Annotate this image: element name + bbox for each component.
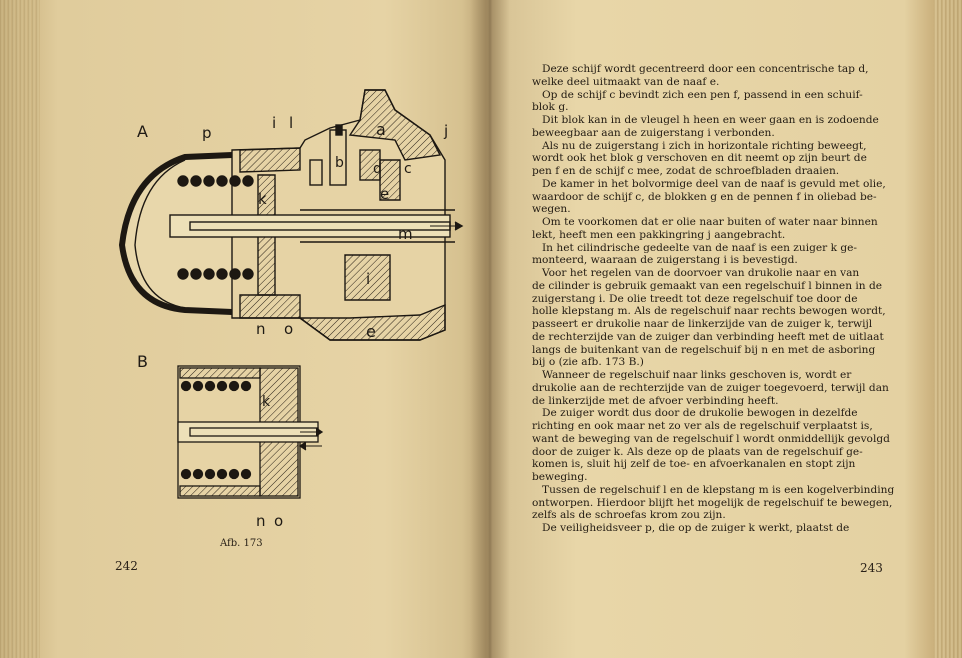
page-number-left: 242 [115, 559, 138, 573]
figure-caption: Afb. 173 [220, 538, 263, 549]
label-k: k [258, 190, 267, 208]
text-line: de linkerzijde met de afvoer verbinding heeft. [532, 394, 779, 407]
label-m: m [398, 225, 413, 243]
text-line: want de beweging van de regelschuif l wordt onmiddellijk gevolgd [532, 432, 890, 445]
text-line: Deze schijf wordt gecentreerd door een concentrische tap d, [542, 63, 869, 75]
label-i-lower: i [366, 270, 371, 288]
figure-173-drawing [0, 0, 470, 560]
text-line: door de zuiger k. Als deze op de plaats van de regelschuif ge- [532, 445, 863, 458]
text-line: pen f en de schijf c mee, zodat de schroefbladen draaien. [532, 165, 840, 177]
label-l: l [289, 114, 294, 132]
text-line: Dit blok kan in de vleugel h heen en weer gaan en is zodoende [542, 114, 879, 126]
label-n: n [256, 320, 266, 338]
text-line: Voor het regelen van de doorvoer van drukolie naar en van [542, 267, 860, 279]
text-line: komen is, sluit hij zelf de toe- en afvoerkanalen en stopt zijn [532, 458, 856, 471]
text-line: Wanneer de regelschuif naar links geschoven is, wordt er [542, 369, 852, 381]
text-line: blok g. [532, 101, 569, 114]
text-line: De zuiger wordt dus door de drukolie bewogen in dezelfde [542, 407, 858, 420]
text-line: zuigerstang i. De olie treedt tot deze regelschuif toe door de [532, 292, 858, 305]
label-p: p [202, 124, 212, 142]
text-line: De veiligheidsveer p, die op de zuiger k werkt, plaatst de [542, 522, 850, 534]
label-e-top: e [380, 185, 390, 203]
text-line: holle klepstang m. Als de regelschuif naar rechts bewogen wordt, [532, 305, 886, 318]
body-text [532, 63, 895, 535]
drawing-b [178, 366, 322, 498]
text-line: De kamer in het bolvormige deel van de naaf is gevuld met olie, [542, 177, 886, 190]
text-line: langs de buitenkant van de regelschuif bij n en met de asboring [532, 343, 876, 356]
label-A: A [137, 122, 148, 141]
label-a: a [376, 120, 386, 139]
text-line: beweegbaar aan de zuigerstang i verbonden. [532, 126, 775, 139]
text-line: drukolie aan de rechterzijde van de zuiger toegevoerd, terwijl dan [532, 381, 889, 394]
text-line: In het cilindrische gedeelte van de naaf is een zuiger k ge- [542, 241, 857, 254]
text-line: waardoor de schijf c, de blokken g en de pennen f in oliebad be- [532, 190, 877, 203]
text-line: Om te voorkomen dat er olie naar buiten of water naar binnen [542, 216, 878, 228]
text-line: zelfs als de schroefas krom zou zijn. [532, 509, 726, 522]
text-line: Op de schijf c bevindt zich een pen f, passend in een schuif- [542, 88, 863, 101]
page-number-right: 243 [860, 561, 883, 575]
label-b: b [335, 155, 344, 171]
label-c: c [404, 161, 412, 177]
text-line: wordt ook het blok g verschoven en dit neemt op zijn beurt de [532, 152, 867, 165]
book-gutter [470, 0, 510, 658]
text-line: wegen. [532, 203, 571, 216]
text-line: beweging. [532, 471, 588, 483]
text-line: bij o (zie afb. 173 B.) [532, 356, 644, 369]
page-edges-right [934, 0, 962, 658]
text-line: Als nu de zuigerstang i zich in horizontale richting beweegt, [542, 139, 867, 152]
text-line: richting en ook maar net zo ver als de regelschuif verplaatst is, [532, 420, 873, 432]
label-n-b: n [256, 512, 266, 530]
text-line: lekt, heeft men een pakkingring j aangebracht. [532, 228, 786, 241]
text-line: Tussen de regelschuif l en de klepstang m is een kogelverbinding [542, 483, 895, 496]
label-j: j [444, 122, 449, 140]
label-d: d [373, 161, 382, 177]
label-i: i [272, 114, 277, 132]
label-k-b: k [262, 394, 271, 410]
label-e-bottom: e [366, 322, 376, 341]
text-line: de rechterzijde van de zuiger dan verbinding heeft met de uitlaat [532, 330, 884, 343]
text-line: passeert er drukolie naar de linkerzijde van de zuiger k, terwijl [532, 318, 873, 330]
text-line: monteerd, waaraan de zuigerstang i is bevestigd. [532, 254, 798, 267]
label-B: B [137, 352, 148, 371]
text-line: ontworpen. Hierdoor blijft het mogelijk de regelschuif te bewegen, [532, 496, 893, 509]
text-line: welke deel uitmaakt van de naaf e. [532, 75, 720, 88]
label-o: o [284, 320, 294, 338]
label-o-b: o [274, 512, 284, 530]
text-line: de cilinder is gebruik gemaakt van een regelschuif l binnen in de [532, 279, 883, 292]
